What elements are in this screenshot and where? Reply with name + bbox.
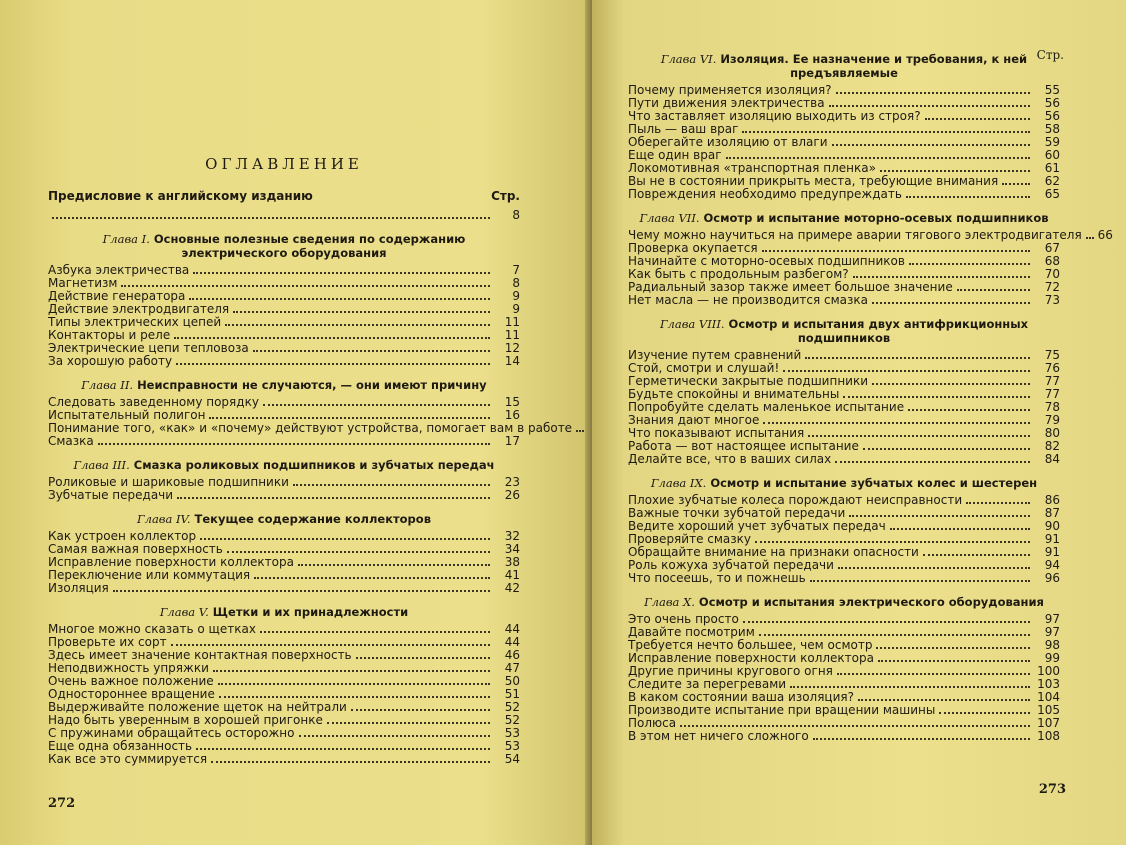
leader-dots [783,370,1030,372]
chapter-heading [48,512,520,526]
chapter-heading [48,378,520,392]
toc-entry-label: Действие генератора [48,289,186,303]
toc-entry-label: Будьте спокойны и внимательны [628,387,840,401]
toc-entry-page: 77 [1044,387,1060,401]
toc-entry-page: 47 [504,661,520,675]
chapter-title: Осмотр и испытание моторно-осевых подшипников [703,211,1049,225]
toc-entry-label: Понимание того, «как» и «почему» действуют устройства, помогает вам в работе [48,421,573,435]
chapter-title: Основные полезные сведения по содержанию электрического оборудования [153,232,466,260]
leader-dots [1002,183,1030,185]
toc-entry-label: Неподвижность упряжки [48,661,209,675]
toc-entry-page: 12 [504,341,520,355]
toc-entry-label: Здесь имеет значение контактная поверхность [48,648,352,662]
toc-entry-page: 66 [1097,228,1113,242]
leader-dots [52,217,490,219]
toc-entry-label: Что показывают испытания [628,426,805,440]
toc-entry-page: 23 [504,475,520,489]
toc-entry-page: 72 [1044,280,1060,294]
toc-entry-label: За хорошую работу [48,354,173,368]
leader-dots [263,404,490,406]
toc-entry-page: 26 [504,488,520,502]
leader-dots [176,363,490,365]
toc-entry-page: 94 [1044,558,1060,572]
toc-entry-page: 86 [1044,493,1060,507]
toc-entry[interactable] [628,730,1060,743]
chapter-title: Смазка роликовых подшипников и зубчатых передач [133,458,495,472]
toc-entry-label: Локомотивная «транспортная пленка» [628,161,876,175]
toc-entry-label: Что заставляет изоляцию выходить из строя? [628,109,921,123]
toc-entry-page: 91 [1044,532,1060,546]
toc-entry-label: Начинайте с моторно-осевых подшипников [628,254,905,268]
chapter-heading [48,458,520,472]
toc-entry-page: 7 [512,263,520,277]
toc-entry-page: 100 [1037,664,1060,678]
toc-entry-label: Ведите хороший учет зубчатых передач [628,519,886,533]
page-column-header: Стр. [491,189,520,203]
toc-entry-label: Надо быть уверенным в хорошей пригонке [48,713,323,727]
toc-entry-label: Очень важное положение [48,674,214,688]
toc-entry-label: Знания дают многое [628,413,760,427]
toc-entry-page: 103 [1037,677,1060,691]
toc-entry-page: 107 [1037,716,1060,730]
toc-entry-page: 90 [1044,519,1060,533]
leader-dots [233,311,490,313]
toc-entry-page: 108 [1037,729,1060,743]
toc-entry[interactable] [628,572,1060,585]
toc-entry-label: Типы электрических цепей [48,315,222,329]
toc-entry-page: 11 [504,315,520,329]
toc-entry-page: 56 [1044,109,1060,123]
toc-entry[interactable] [48,582,520,595]
toc-entry-page: 14 [504,354,520,368]
toc-entry-page: 61 [1044,161,1060,175]
chapter-title: Осмотр и испытание зубчатых колес и шестерен [710,476,1038,490]
toc-entry[interactable] [628,294,1060,307]
leader-dots [726,157,1030,159]
leader-dots [849,515,1030,517]
toc-entry-page: 41 [504,568,520,582]
leader-dots [196,748,490,750]
toc-entry-page: 50 [504,674,520,688]
right-toc [628,42,1113,743]
toc-entry-label: Что посеешь, то и пожнешь [628,571,806,585]
leader-dots [872,383,1030,385]
toc-entry-label: Роликовые и шариковые подшипники [48,475,289,489]
toc-entry-page: 9 [512,302,520,316]
toc-entry-page: 32 [504,529,520,543]
leader-dots [177,497,490,499]
toc-entry-page: 105 [1037,703,1060,717]
chapter-heading [628,317,1060,345]
toc-entry-label: Смазка [48,434,94,448]
toc-entry-page: 97 [1044,625,1060,639]
toc-entry-page: 60 [1044,148,1060,162]
leader-dots [254,577,490,579]
page-column-header-right: Стр. [1036,48,1064,62]
toc-entry-label: Чему можно научиться на примере аварии тягового электродвигателя [628,228,1082,242]
toc-entry-label: Многое можно сказать о щетках [48,622,256,636]
leader-dots [762,250,1030,252]
toc-entry-page: 78 [1044,400,1060,414]
right-page [592,0,1126,845]
leader-dots [843,396,1030,398]
toc-entry-label: Это очень просто [628,612,739,626]
leader-dots [890,528,1030,530]
leader-dots [189,298,490,300]
leader-dots [171,644,490,646]
chapter-heading [628,476,1060,490]
leader-dots [225,324,490,326]
toc-entry[interactable] [48,569,520,582]
chapter-number: Глава VI. [660,52,717,66]
leader-dots [923,554,1030,556]
chapter-number: Глава IV. [137,512,191,526]
leader-dots [966,502,1030,504]
toc-entry-label: Вы не в состоянии прикрыть места, требующие внимания [628,174,999,188]
toc-entry-label: Работа — вот настоящее испытание [628,439,859,453]
toc-entry-label: Плохие зубчатые колеса порождают неисправности [628,493,963,507]
toc-entry-label: Как устроен коллектор [48,529,197,543]
chapter-heading [628,52,1060,80]
toc-entry-page: 38 [504,555,520,569]
leader-dots [260,631,490,633]
toc-entry-label: Проверьте их сорт [48,635,167,649]
toc-entry[interactable] [628,188,1060,201]
leader-dots [872,302,1030,304]
toc-entry-page: 87 [1044,506,1060,520]
toc-entry-label: Выдерживайте положение щеток на нейтрали [48,700,347,714]
toc-entry-page: 73 [1044,293,1060,307]
chapter-number: Глава VIII. [659,317,725,331]
chapter-heading [48,605,520,619]
page-number-left: 272 [48,796,76,811]
toc-entry-page: 84 [1044,452,1060,466]
leader-dots [835,461,1030,463]
toc-entry-label: Электрические цепи тепловоза [48,341,249,355]
toc-entry[interactable] [48,355,520,368]
leader-dots [759,634,1030,636]
leader-dots [742,131,1030,133]
toc-entry-label: Как быть с продольным разбегом? [628,267,849,281]
toc-entry-label: Как все это суммируется [48,752,208,766]
chapter-heading [48,232,520,260]
toc-entry-page: 51 [504,687,520,701]
chapter-title: Щетки и их принадлежности [212,605,409,619]
toc-entry-page: 16 [504,408,520,422]
toc-entry-label: Герметически закрытые подшипники [628,374,869,388]
leader-dots [298,564,490,566]
toc-entry-label: Проверка окупается [628,241,758,255]
leader-dots [218,683,490,685]
toc-entry-page: 17 [504,434,520,448]
chapter-title: Неисправности не случаются, — они имеют причину [137,378,487,392]
leader-dots [299,735,491,737]
leader-dots [174,337,490,339]
leader-dots [576,430,584,432]
toc-entry-label: Еще один враг [628,148,722,162]
chapter-title: Осмотр и испытания двух антифрикционных подшипников [728,317,1029,345]
toc-entry-label: Действие электродвигателя [48,302,230,316]
toc-entry-label: В этом нет ничего сложного [628,729,809,743]
toc-entry-label: Азбука электричества [48,263,190,277]
toc-entry-label: Важные точки зубчатой передачи [628,506,846,520]
toc-entry-label: Роль кожуха зубчатой передачи [628,558,834,572]
toc-entry-page: 70 [1044,267,1060,281]
toc-entry-label: Следите за перегревами [628,677,787,691]
leader-dots [836,92,1030,94]
leader-dots [227,551,490,553]
toc-entry-label: Требуется нечто большее, чем осмотр [628,638,873,652]
toc-entry-page: 82 [1044,439,1060,453]
leader-dots [876,647,1030,649]
leader-dots [356,657,490,659]
toc-entry-label: Почему применяется изоляция? [628,83,832,97]
toc-entry-label: Изучение путем сравнений [628,348,802,362]
toc-entry-page: 65 [1044,187,1060,201]
leader-dots [813,738,1030,740]
toc-entry-page: 67 [1044,241,1060,255]
toc-entry-page: 55 [1044,83,1060,97]
toc-entry-label: Пути движения электричества [628,96,825,110]
leader-dots [909,263,1030,265]
leader-dots [113,590,490,592]
toc-entry-label: Попробуйте сделать маленькое испытание [628,400,905,414]
leader-dots [253,350,490,352]
leader-dots [680,725,1030,727]
toc-entry-label: Проверяйте смазку [628,532,751,546]
toc-entry-page: 34 [504,542,520,556]
chapter-title: Изоляция. Ее назначение и требования, к ней предъявляемые [720,52,1028,80]
page-number-right: 273 [1038,782,1066,797]
leader-dots [213,670,490,672]
toc-entry-label: Радиальный зазор также имеет большое значение [628,280,953,294]
toc-entry-label: Магнетизм [48,276,118,290]
preface-entry [48,189,520,203]
leader-dots [327,722,490,724]
chapter-number: Глава IX. [650,476,707,490]
leader-dots [925,118,1030,120]
leader-dots [810,580,1030,582]
toc-entry-label: Исправление поверхности коллектора [48,555,294,569]
toc-entry-page: 59 [1044,135,1060,149]
toc-entry-label: Другие причины кругового огня [628,664,833,678]
chapter-heading [628,595,1060,609]
leader-dots [790,686,1030,688]
toc-entry-page: 99 [1044,651,1060,665]
chapter-number: Глава VII. [639,211,700,225]
leader-dots [351,709,490,711]
toc-entry-label: Изоляция [48,581,109,595]
leader-dots [880,170,1030,172]
toc-entry-page: 52 [504,700,520,714]
toc-entry-label: Переключение или коммутация [48,568,251,582]
toc-entry-page: 42 [504,581,520,595]
toc-entry-label: Пыль — ваш враг [628,122,739,136]
leader-dots [805,357,1030,359]
toc-entry-page: 80 [1044,426,1060,440]
toc-entry-label: Повреждения необходимо предупреждать [628,187,902,201]
leader-dots [878,660,1030,662]
leader-dots [863,448,1030,450]
toc-entry-label: Полюса [628,716,677,730]
chapter-number: Глава I. [102,232,150,246]
toc-entry-page: 53 [504,726,520,740]
toc-entry-page: 98 [1044,638,1060,652]
leader-dots [200,538,490,540]
toc-entry-page: 9 [512,289,520,303]
toc-entry-label: Одностороннее вращение [48,687,215,701]
toc-entry-page: 54 [504,752,520,766]
toc-entry-label: Обращайте внимание на признаки опасности [628,545,919,559]
leader-dots [939,712,1030,714]
toc-entry-label: Стой, смотри и слушай! [628,361,780,375]
leader-dots [808,435,1030,437]
leader-dots [957,289,1030,291]
toc-entry-page: 96 [1044,571,1060,585]
leader-dots [121,285,490,287]
toc-entry-page: 79 [1044,413,1060,427]
leader-dots [837,673,1030,675]
chapter-heading [628,211,1060,225]
chapter-number: Глава II. [81,378,134,392]
leader-dots [832,144,1030,146]
toc-entry[interactable] [48,421,573,435]
leader-dots [858,699,1030,701]
toc-entry-page: 62 [1044,174,1060,188]
chapter-title: Осмотр и испытания электрического оборудования [698,595,1044,609]
leader-dots [209,417,490,419]
toc-entry-label: Давайте посмотрим [628,625,755,639]
leader-dots [193,272,490,274]
leader-dots [908,409,1030,411]
toc-entry-page: 15 [504,395,520,409]
preface-page-row [48,209,520,222]
toc-entry-page: 11 [504,328,520,342]
leader-dots [219,696,490,698]
leader-dots [853,276,1030,278]
leader-dots [98,443,490,445]
toc-entry-page: 68 [1044,254,1060,268]
toc-entry-label: Исправление поверхности коллектора [628,651,874,665]
toc-entry-page: 52 [504,713,520,727]
toc-entry-page: 97 [1044,612,1060,626]
toc-entry[interactable] [48,435,520,448]
toc-entry-page: 44 [504,622,520,636]
toc-entry-label: С пружинами обращайтесь осторожно [48,726,295,740]
toc-entry[interactable] [48,753,520,766]
toc-entry-page: 77 [1044,374,1060,388]
leader-dots [906,196,1030,198]
toc-entry-page: 58 [1044,122,1060,136]
toc-entry-page: 46 [504,648,520,662]
toc-entry[interactable] [628,704,1060,717]
toc-entry-page: 53 [504,739,520,753]
toc-entry-label: Делайте все, что в ваших силах [628,452,832,466]
toc-entry-page: 56 [1044,96,1060,110]
toc-entry-page: 8 [512,276,520,290]
leader-dots [755,541,1030,543]
leader-dots [211,761,490,763]
leader-dots [1086,237,1094,239]
toc-title: ОГЛАВЛЕНИЕ [205,155,363,173]
toc-entry-label: В каком состоянии ваша изоляция? [628,690,854,704]
toc-entry-page: 91 [1044,545,1060,559]
leader-dots [743,621,1030,623]
toc-entry-label: Зубчатые передачи [48,488,174,502]
toc-entry[interactable] [628,453,1060,466]
toc-entry-page: 104 [1037,690,1060,704]
toc-entry-label: Следовать заведенному порядку [48,395,259,409]
preface-page: 8 [512,208,520,222]
toc-entry-label: Нет масла — не производится смазка [628,293,869,307]
toc-entry[interactable] [48,264,520,277]
toc-entry-page: 76 [1044,361,1060,375]
leader-dots [763,422,1030,424]
preface-label: Предисловие к английскому изданию [48,189,313,203]
toc-entry-label: Еще одна обязанность [48,739,193,753]
leader-dots [838,567,1030,569]
chapter-number: Глава X. [644,595,695,609]
toc-entry-page: 75 [1044,348,1060,362]
toc-entry-label: Контакторы и реле [48,328,171,342]
left-toc [48,155,573,766]
toc-entry-label: Производите испытание при вращении машины [628,703,936,717]
chapter-number: Глава III. [73,458,130,472]
toc-entry-page: 44 [504,635,520,649]
chapter-title: Текущее содержание коллекторов [194,512,431,526]
leader-dots [829,105,1030,107]
chapter-number: Глава V. [159,605,209,619]
toc-entry[interactable] [48,489,520,502]
toc-entry-label: Самая важная поверхность [48,542,223,556]
toc-entry-label: Оберегайте изоляцию от влаги [628,135,828,149]
toc-entry-label: Испытательный полигон [48,408,206,422]
leader-dots [293,484,490,486]
